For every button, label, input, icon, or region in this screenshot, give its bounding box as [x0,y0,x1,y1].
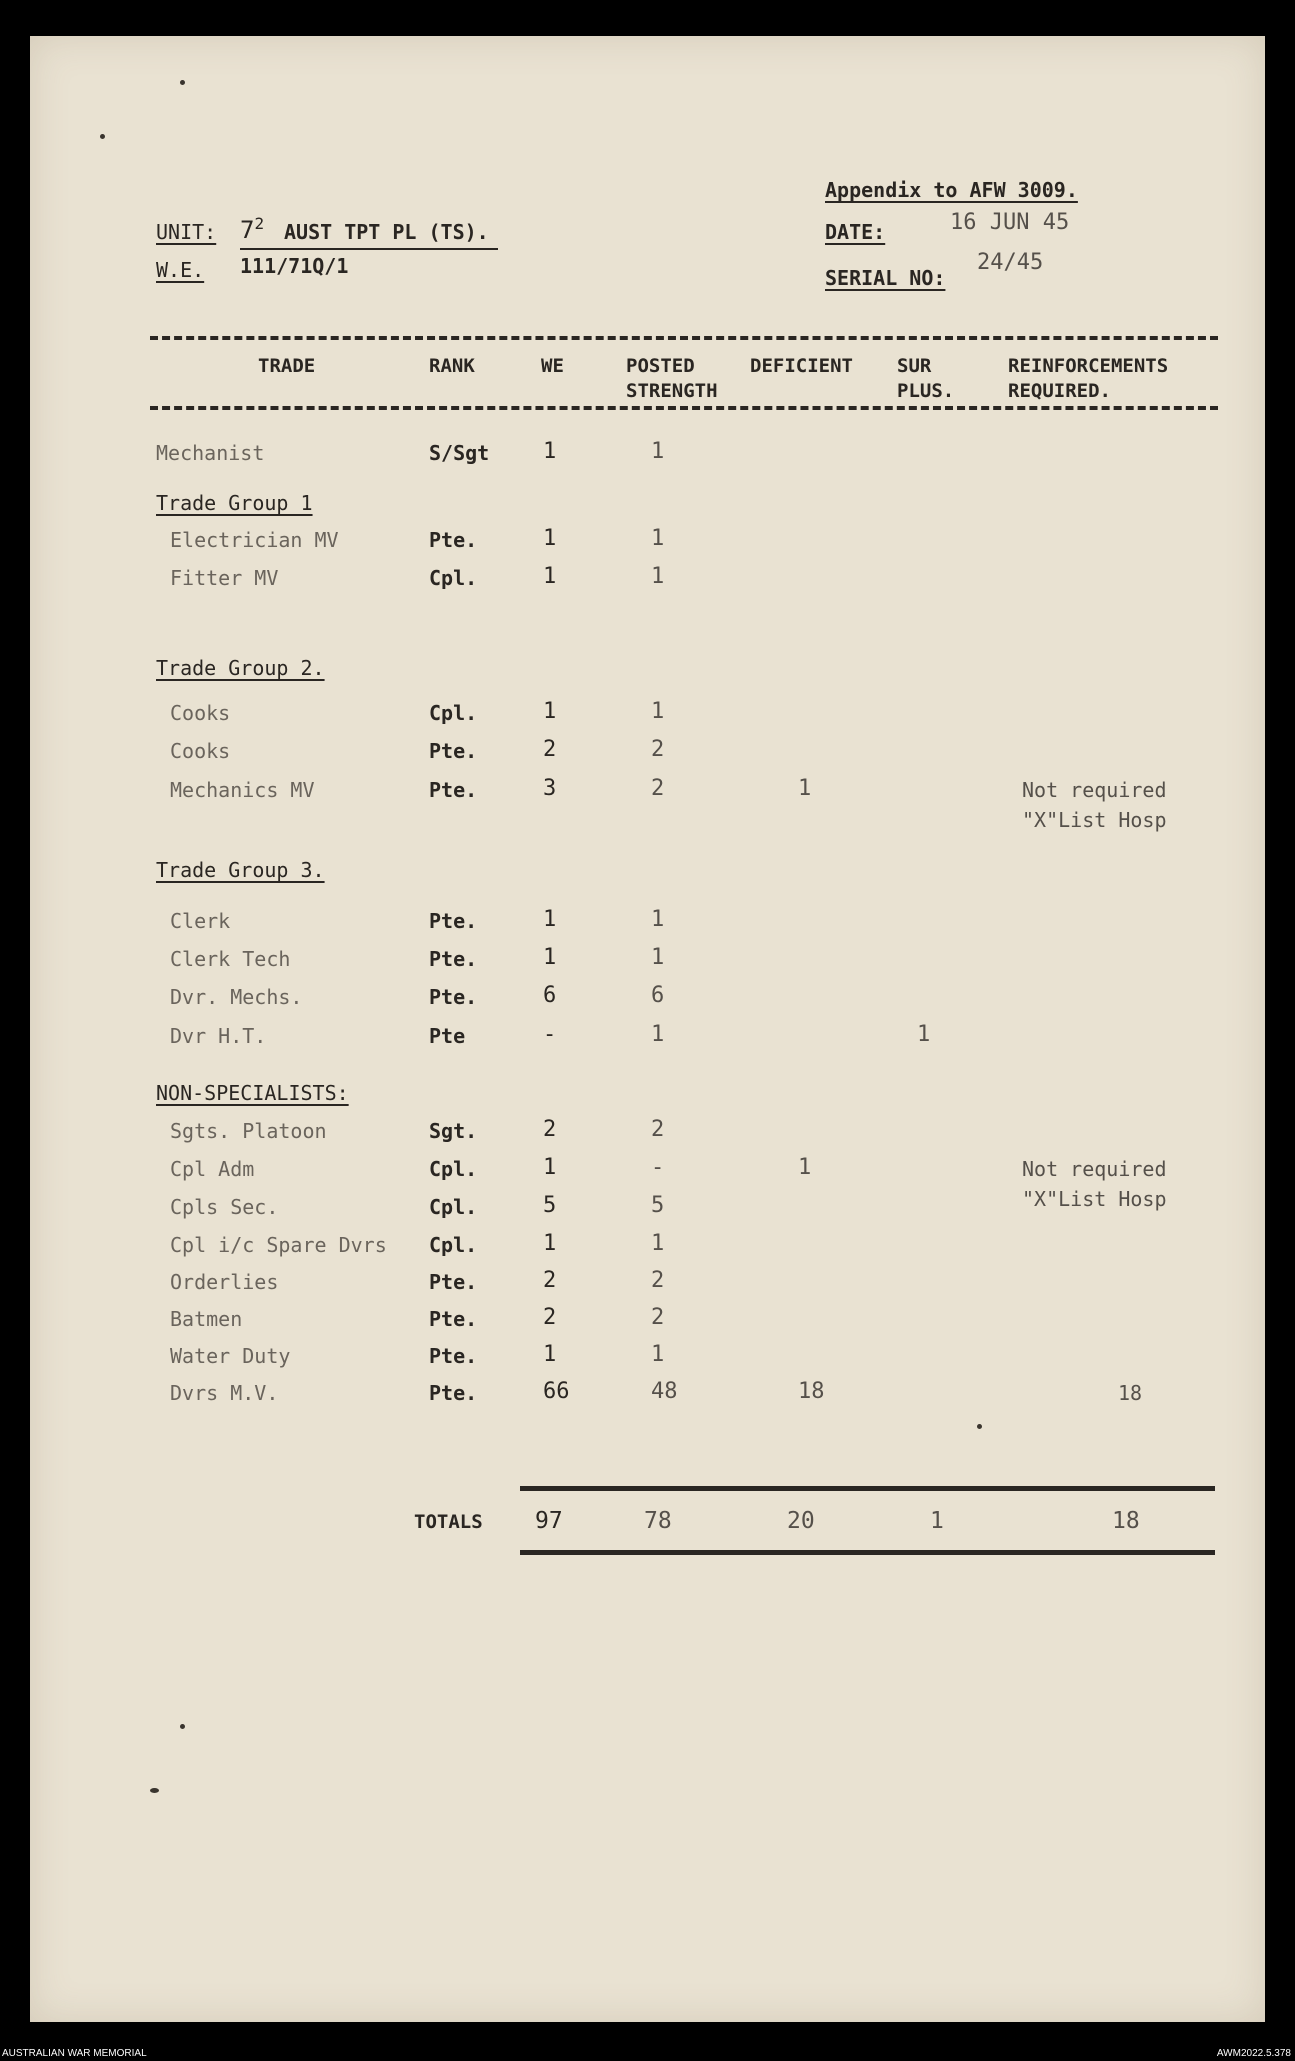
rank-cell: Pte. [429,739,478,763]
rank-cell: Pte. [429,1344,478,1368]
we-cell: 2 [543,737,557,762]
we-cell: 2 [543,1305,557,1330]
footer-catalogue-id: AWM2022.5.378 [1216,2048,1291,2059]
totals-deficient: 20 [787,1508,815,1534]
we-cell: 1 [543,945,557,970]
we-cell: 1 [543,1342,557,1367]
we-cell: 1 [543,439,557,464]
we-cell: - [543,1022,557,1047]
rank-cell: Pte. [429,909,478,933]
we-cell: 1 [543,1231,557,1256]
col-we: WE [541,355,564,377]
we-cell: 3 [543,776,557,801]
rank-cell: Pte [429,1024,466,1048]
posted-cell: 1 [651,907,665,932]
trade-cell: Cpl i/c Spare Dvrs [170,1233,387,1257]
totals-we: 97 [535,1508,563,1534]
rank-cell: Cpl. [429,1233,478,1257]
rank-cell: Cpl. [429,1157,478,1181]
we-cell: 1 [543,564,557,589]
appendix-title: Appendix to AFW 3009. [825,178,1078,202]
trade-cell: Cpl Adm [170,1157,255,1181]
trade-cell: Dvrs M.V. [170,1381,279,1405]
posted-cell: 1 [651,439,665,464]
paper-mark [977,1424,982,1429]
we-cell: 1 [543,526,557,551]
we-cell: 5 [543,1193,557,1218]
trade-cell: Electrician MV [170,528,339,552]
rank-cell: Sgt. [429,1119,478,1143]
surplus-cell: 1 [917,1022,931,1047]
rank-cell: Pte. [429,1307,478,1331]
col-surplus: SUR PLUS. [897,355,955,402]
deficient-cell: 1 [798,776,812,801]
totals-surplus: 1 [930,1508,944,1534]
rank-cell: Pte. [429,985,478,1009]
deficient-cell: 1 [798,1155,812,1180]
rank-cell: Pte. [429,1270,478,1294]
rank-cell: Pte. [429,528,478,552]
rank-cell: Cpl. [429,566,478,590]
posted-cell: 48 [651,1379,678,1404]
posted-cell: 2 [651,1117,665,1142]
posted-cell: 2 [651,776,665,801]
posted-cell: 1 [651,1022,665,1047]
trade-cell: Mechanist [156,441,265,465]
rank-cell: Pte. [429,947,478,971]
posted-cell: 5 [651,1193,665,1218]
trade-group-heading: Trade Group 1 [156,491,313,515]
footer-credit: AUSTRALIAN WAR MEMORIAL [2,2048,147,2059]
totals-label: TOTALS [414,1511,483,1533]
posted-cell: 1 [651,945,665,970]
paper-mark [180,1724,185,1729]
unit-number-superscript: 2 [254,214,265,233]
we-cell: 2 [543,1117,557,1142]
posted-cell: 1 [651,1231,665,1256]
we-cell: 2 [543,1268,557,1293]
reinforcements-cell: Not required [1022,1157,1167,1181]
paper-mark [100,134,105,139]
deficient-cell: 18 [798,1379,825,1404]
paper-mark [180,80,185,85]
we-cell: 1 [543,907,557,932]
trade-cell: Mechanics MV [170,778,315,802]
rank-cell: Cpl. [429,701,478,725]
reinforcements-cell: 18 [1118,1381,1143,1405]
unit-value: AUST TPT PL (TS). [284,220,489,244]
trade-cell: Cpls Sec. [170,1195,279,1219]
rank-cell: S/Sgt [429,441,490,465]
unit-number: $7^2$ [240,214,265,244]
trade-group-heading: Trade Group 2. [156,656,325,680]
trade-cell: Fitter MV [170,566,279,590]
trade-cell: Clerk Tech [170,947,291,971]
reinforcements-note: "X"List Hosp [1022,808,1167,832]
posted-cell: 2 [651,737,665,762]
we-value: 111/71Q/1 [240,254,349,278]
totals-bottom-rule [520,1550,1215,1555]
we-label: W.E. [156,258,205,282]
unit-label: UNIT: [156,220,217,244]
posted-cell: 1 [651,699,665,724]
trade-cell: Batmen [170,1307,243,1331]
trade-cell: Sgts. Platoon [170,1119,327,1143]
header-top-rule [150,336,1218,340]
trade-cell: Clerk [170,909,231,933]
trade-cell: Dvr. Mechs. [170,985,303,1009]
document-page [30,36,1265,2022]
col-trade: TRADE [258,355,316,377]
totals-posted: 78 [644,1508,672,1534]
trade-cell: Cooks [170,739,231,763]
col-deficient: DEFICIENT [750,355,853,377]
we-cell: 1 [543,699,557,724]
posted-cell: 6 [651,983,665,1008]
trade-cell: Cooks [170,701,231,725]
col-reinforcements: REINFORCEMENTS REQUIRED. [1008,355,1169,402]
reinforcements-cell: Not required [1022,778,1167,802]
posted-cell: 2 [651,1268,665,1293]
posted-cell: 1 [651,1342,665,1367]
we-cell: 1 [543,1155,557,1180]
reinforcements-note: "X"List Hosp [1022,1187,1167,1211]
posted-cell: - [651,1155,665,1180]
paper-mark [150,1788,159,1793]
trade-cell: Dvr H.T. [170,1024,267,1048]
trade-group-heading: NON-SPECIALISTS: [156,1081,349,1105]
rank-cell: Cpl. [429,1195,478,1219]
posted-cell: 1 [651,564,665,589]
date-value: 16 JUN 45 [950,210,1070,235]
unit-underline [240,248,498,250]
col-rank: RANK [429,355,475,377]
serial-value: 24/45 [977,250,1044,275]
we-cell: 66 [543,1379,570,1404]
posted-cell: 1 [651,526,665,551]
totals-reinforcements: 18 [1112,1508,1140,1534]
serial-label: SERIAL NO: [825,266,946,290]
rank-cell: Pte. [429,1381,478,1405]
trade-cell: Orderlies [170,1270,279,1294]
col-posted: POSTED STRENGTH [626,355,718,402]
we-cell: 6 [543,983,557,1008]
trade-group-heading: Trade Group 3. [156,858,325,882]
totals-top-rule [520,1486,1215,1491]
posted-cell: 2 [651,1305,665,1330]
date-label: DATE: [825,220,886,244]
header-bottom-rule [150,406,1218,410]
trade-cell: Water Duty [170,1344,291,1368]
rank-cell: Pte. [429,778,478,802]
